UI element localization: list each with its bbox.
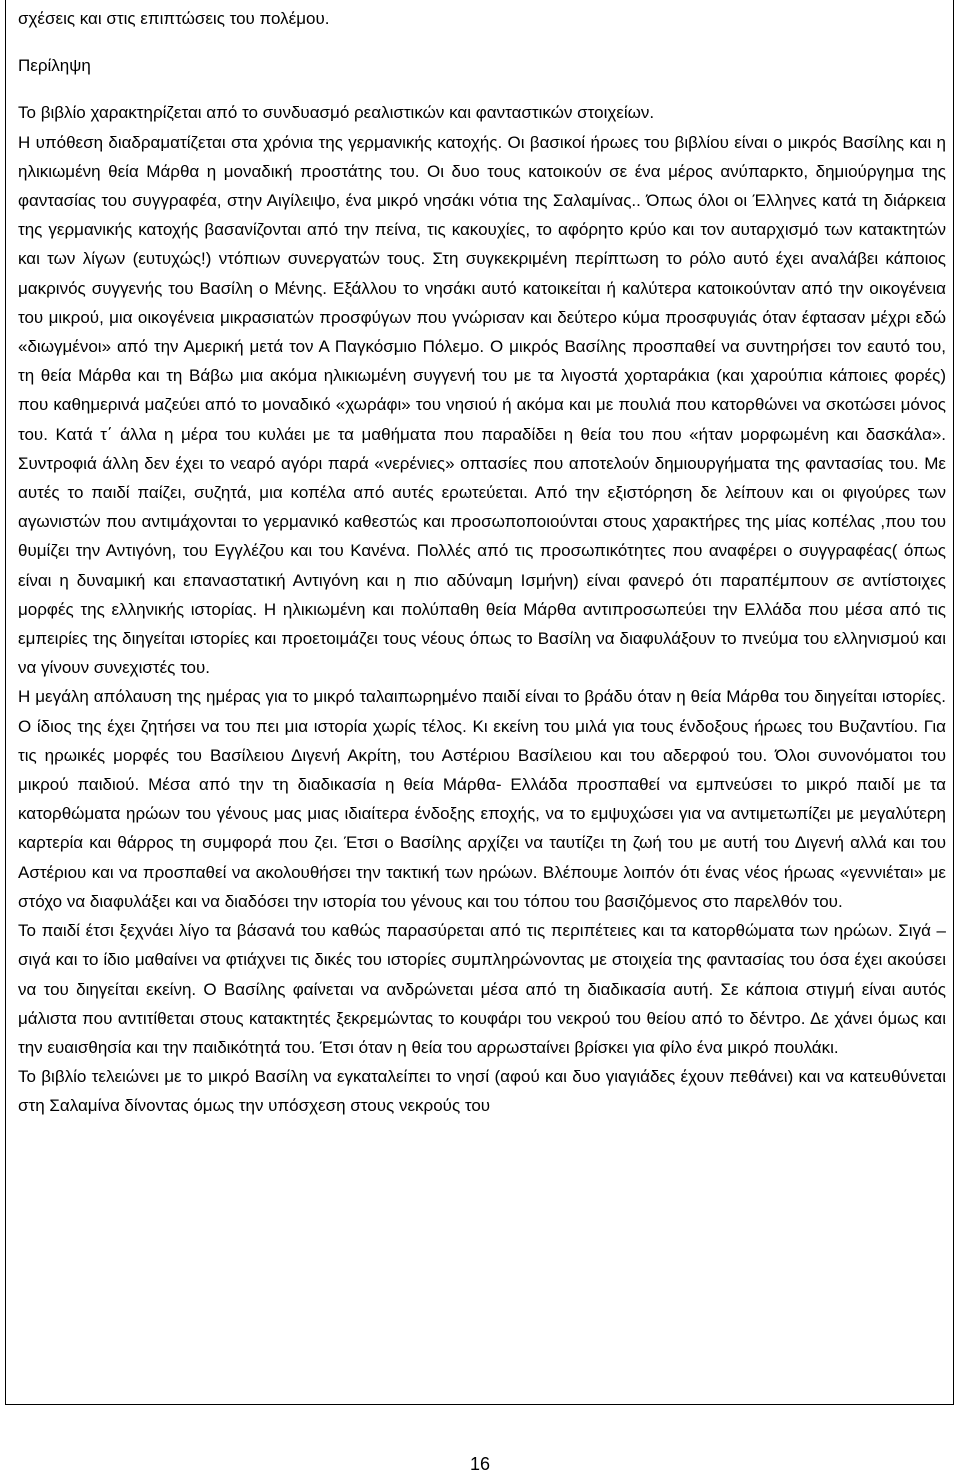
paragraph: Το βιβλίο χαρακτηρίζεται από το συνδυασμό ρεαλιστικών και φανταστικών στοιχείων. [18,103,655,123]
paragraph: Η μεγάλη απόλαυση της ημέρας για το μικρό ταλαιπωρημένο παιδί είναι το βράδυ όταν η θεία Μάρθα του διηγείται ιστορίες. Ο ίδιος της έχει ζητήσει να του πει μια ιστορία χωρίς τέλος. Κι εκείνη του μιλά για τους ένδοξους ήρωες του Βυζαντίου. Για τις ηρωικές μορφές του Βασίλειου Διγενή Ακρίτη, του Αστέριου Βασίλειου και του αδερφού του. Όλοι συνονόματοι του μικρού παιδιού. Μέσα από την τη διαδικασία η θεία Μάρθα- Ελλάδα προσπαθεί να εμπνεύσει το μικρό παιδί με τα κατορθώματα ηρώων του γένους μας μιας ιδιαίτερα ένδοξης εποχής, να το εμψυχώσει για να αντιμετωπίζει με μεγαλύτερη καρτερία και θάρρος τη συμφορά που ζει. Έτσι ο Βασίλης αρχίζει να ταυτίζει τη ζωή του με αυτή του Διγενή αλλά και του Αστέριου και να προσπαθεί να ακολουθήσει την τακτική των ηρώων. Βλέπουμε λοιπόν ότι ένας νέος ήρωας «γεννιέται» με στόχο να διαφυλάξει και να διαδόσει την ιστορία του γένους και του τόπου του βασιζόμενος στο παρελθόν του. [18,687,946,911]
intro-line: σχέσεις και στις επιπτώσεις του πολέμου. [18,9,330,28]
paragraph: Το βιβλίο τελειώνει με το μικρό Βασίλη να εγκαταλείπει το νησί (αφού και δυο γιαγιάδες έχουν πεθάνει) και να κατευθύνεται στη Σαλαμίνα δίνοντας όμως την υπόσχεση στους νεκρούς του [18,1067,946,1116]
paragraph: Το παιδί έτσι ξεχνάει λίγο τα βάσανά του καθώς παρασύρεται από τις περιπέτειες και τα κατορθώματα των ηρώων. Σιγά – σιγά και το ίδιο μαθαίνει να φτιάχνει τις δικές του ιστορίες συμπληρώνοντας με στοιχεία της φαντασίας του όσα έχει ακούσει να του διηγείται εκείνη. Ο Βασίλης φαίνεται να ανδρώνεται μέσα από τη διαδικασία αυτή. Σε κάποια στιγμή είναι αυτός μάλιστα που αντιτίθεται στους κατακτητές ξεκρεμώντας το κουφάρι του νεκρού του θείου από το δέντρο. Δε χάνει όμως και την ευαισθησία και την παιδικότητά του. Έτσι όταν η θεία του αρρωσταίνει βρίσκει για φίλο ένα μικρό πουλάκι. [18,921,946,1057]
section-heading: Περίληψη [18,56,91,76]
paragraph: Η υπόθεση διαδραματίζεται στα χρόνια της γερμανικής κατοχής. Οι βασικοί ήρωες του βιβλίου είναι ο μικρός Βασίλης και η ηλικιωμένη θεία Μάρθα η μοναδική προστάτης του. Οι δυο τους κατοικούν σε ένα μέρος ανύπαρκτο, δημιούργημα της φαντασίας του συγγραφέα, στην Αιγίλειψο, ένα μικρό νησάκι νότια της Σαλαμίνας.. Όπως όλοι οι Έλληνες κατά τη διάρκεια της γερμανικής κατοχής βασανίζονται από την πείνα, τις κακουχίες, το αφόρητο κρύο και τον αυταρχισμό των κατακτητών και των λίγων (ευτυχώς!) ντόπιων συνεργατών τους. Στη συγκεκριμένη περίπτωση το ρόλο αυτό έχει αναλάβει κάποιος μακρινός συγγενής του Βασίλη ο Μένης. Εξάλλου το νησάκι αυτό κατοικείται ή καλύτερα κατοικούνταν από την οικογένεια του μικρού, μια οικογένεια μικρασιατών προσφύγων που γνώρισαν και δεύτερο κύμα προσφυγιάς όταν έφτασαν μέχρι εδώ «διωγμένοι» από την Αμερική μετά τον Α Παγκόσμιο Πόλεμο. Ο μικρός Βασίλης προσπαθεί να συντηρήσει τον εαυτό του, τη θεία Μάρθα και τη Βάβω μια ακόμα ηλικιωμένη συγγενή του με τα λιγοστά χορταράκια (και χαρούπια κάποιες φορές) που καθημερινά μαζεύει από το μοναδικό «χωράφι» του νησιού ή ακόμα και με πουλιά που κατορθώνει να σκοτώσει μόνος του. Κατά τ΄ άλλα η μέρα του κυλάει με τα μαθήματα που παραδίδει η θεία του που «ήταν μορφωμένη και δασκάλα». Συντροφιά άλλη δεν έχει το νεαρό αγόρι παρά «νερένιες» οπτασίες που αποτελούν δημιουργήματα της φαντασίας του. Με αυτές το παιδί παίζει, συζητά, μια κοπέλα από αυτές ερωτεύεται. Από την εξιστόρηση δε λείπουν και οι φιγούρες των αγωνιστών που αντιμάχονται το γερμανικό καθεστώς και προσωποποιούνται στους χαρακτήρες της μίας κοπέλας ,που του θυμίζει την Αντιγόνη, του Εγγλέζου και του Κανένα. Πολλές από τις προσωπικότητες που αναφέρει ο συγγραφέας( όπως είναι η δυναμική και επαναστατική Αντιγόνη και η πιο αδύναμη Ισμήνη) είναι φανερό ότι παραπέμπουν σε αντίστοιχες μορφές της ελληνικής ιστορίας. Η ηλικιωμένη και πολύπαθη θεία Μάρθα αντιπροσωπεύει την Ελλάδα που μέσα από τις εμπειρίες της διηγείται ιστορίες και προετοιμάζει τους νέους όπως το Βασίλη να διαφυλάξουν το πνεύμα του ελληνισμού και να γίνουν συνεχιστές του. [18,132,946,678]
page-number: 16 [469,1454,491,1474]
document-body [18,4,946,1121]
